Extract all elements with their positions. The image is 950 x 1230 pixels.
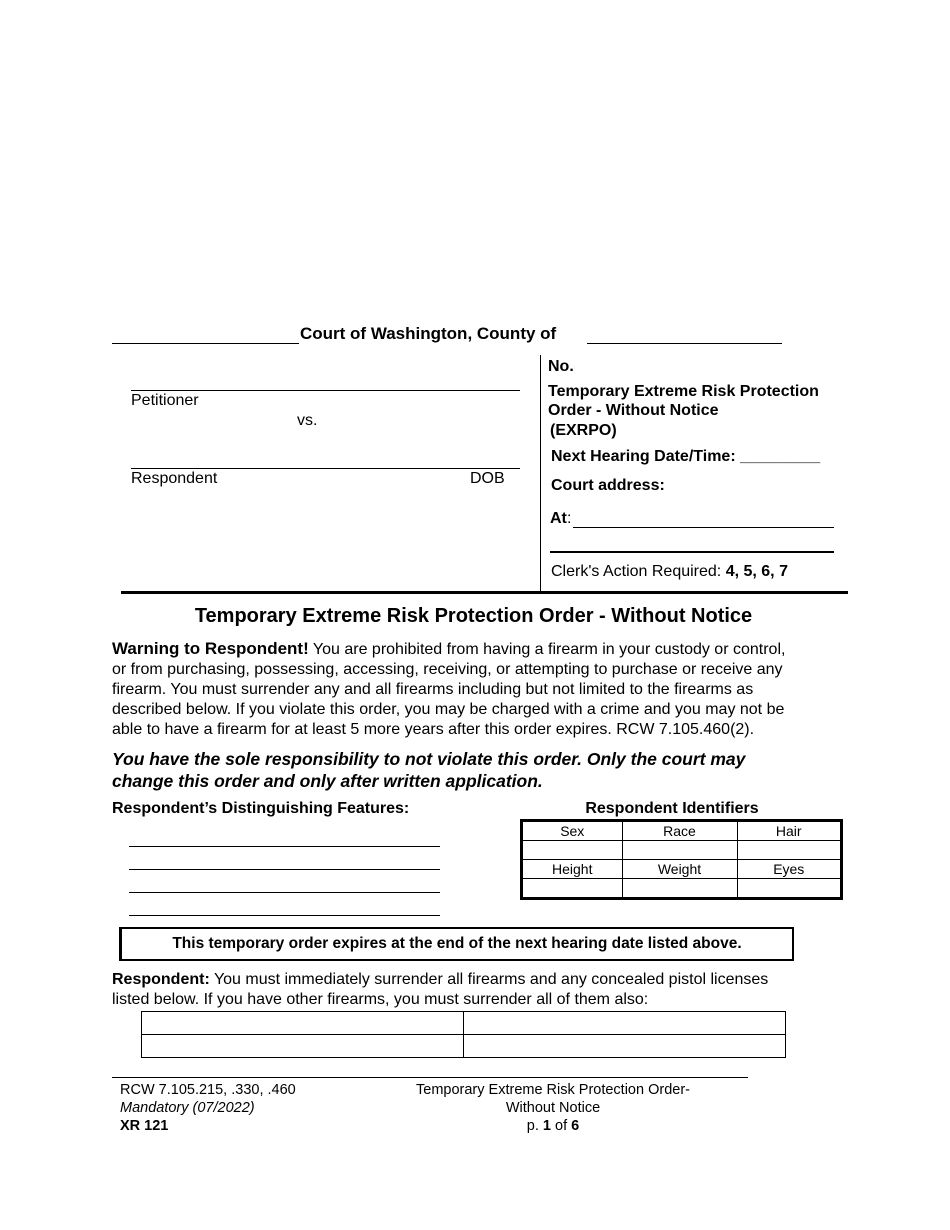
order-abbr: (EXRPO) — [550, 422, 617, 439]
clerk-action-label: Clerk's Action Required: — [551, 563, 722, 580]
features-line-4[interactable] — [129, 915, 440, 916]
court-of-label: Court of Washington, County of — [300, 324, 557, 343]
vs-label: vs. — [297, 412, 318, 429]
eyes-value[interactable] — [737, 879, 840, 898]
warning-line-4: described below. If you violate this order, you may be charged with a crime and you may not be — [112, 701, 785, 718]
firearms-row — [142, 1035, 786, 1058]
features-line-2[interactable] — [129, 869, 440, 870]
footer-form-number: XR 121 — [120, 1118, 169, 1134]
race-value[interactable] — [622, 841, 737, 860]
footer-title-line-1: Temporary Extreme Risk Protection Order- — [416, 1082, 690, 1098]
at-colon: : — [567, 510, 572, 527]
surrender-lead: Respondent: — [112, 971, 210, 988]
petitioner-label: Petitioner — [131, 392, 199, 409]
main-title: Temporary Extreme Risk Protection Order - Without Notice — [194, 605, 753, 627]
features-label: Respondent’s Distinguishing Features: — [112, 800, 410, 817]
caption-bottom-rule — [121, 591, 848, 594]
clerk-action — [551, 563, 788, 581]
surrender-line-2: listed below. If you have other firearms, you must surrender all of them also: — [112, 991, 649, 1008]
sole-responsibility-line-2: change this order and only after written application. — [112, 771, 543, 791]
features-line-1[interactable] — [129, 846, 440, 847]
warning-line-2: or from purchasing, possessing, accessing, receiving, or attempting to purchase or receive any — [112, 661, 783, 678]
height-value[interactable] — [523, 879, 622, 898]
order-title-line2: Order - Without Notice — [548, 402, 719, 419]
caption-divider — [540, 355, 541, 591]
hair-value[interactable] — [737, 841, 840, 860]
warning-lead: Warning to Respondent! — [112, 639, 309, 658]
dob-label: DOB — [470, 470, 505, 487]
firearm-cell[interactable] — [463, 1035, 786, 1058]
sole-responsibility-line-1: You have the sole responsibility to not violate this order. Only the court may — [112, 749, 746, 769]
expiry-notice-box — [119, 927, 794, 961]
identifiers-title: Respondent Identifiers — [585, 800, 759, 817]
eyes-header: Eyes — [737, 860, 840, 879]
court-address-label: Court address: — [551, 477, 665, 494]
weight-value[interactable] — [622, 879, 737, 898]
race-header: Race — [622, 822, 737, 841]
identifiers-header-row-2 — [523, 860, 840, 879]
weight-header: Weight — [622, 860, 737, 879]
sex-value[interactable] — [523, 841, 622, 860]
respondent-line[interactable] — [131, 468, 520, 469]
case-number-label: No. — [548, 358, 574, 375]
footer-center — [353, 1081, 753, 1135]
height-header: Height — [523, 860, 622, 879]
order-title-line1: Temporary Extreme Risk Protection — [548, 383, 819, 400]
footer-page-total: 6 — [571, 1118, 580, 1134]
identifiers-table — [523, 822, 840, 897]
next-hearing-label: Next Hearing Date/Time: _________ — [551, 448, 821, 465]
footer-left — [120, 1081, 296, 1135]
footer-title-line-2: Without Notice — [505, 1100, 601, 1116]
footer-mandatory: Mandatory (07/2022) — [120, 1100, 255, 1116]
firearm-cell[interactable] — [142, 1012, 464, 1035]
surrender-line-1: Respondent: You must immediately surrender all firearms and any concealed pistol licenses — [112, 971, 769, 988]
firearm-cell[interactable] — [142, 1035, 464, 1058]
clerk-action-value: 4, 5, 6, 7 — [725, 563, 788, 580]
at-address-line[interactable] — [573, 527, 834, 528]
expiry-notice-text: This temporary order expires at the end of the next hearing date listed above. — [172, 935, 742, 952]
identifiers-table-frame — [520, 819, 843, 900]
court-blank-line[interactable] — [112, 343, 299, 344]
warning-paragraph — [112, 639, 785, 740]
hair-header: Hair — [737, 822, 840, 841]
at-label: At — [550, 510, 567, 527]
surrender-paragraph — [112, 970, 768, 1010]
firearm-cell[interactable] — [463, 1012, 786, 1035]
identifiers-header-row-1 — [523, 822, 840, 841]
footer-rcw: RCW 7.105.215, .330, .460 — [120, 1082, 296, 1098]
warning-line-1: Warning to Respondent! You are prohibited from having a firearm in your custody or control, — [112, 639, 786, 658]
sole-responsibility — [112, 748, 745, 792]
firearms-table — [141, 1011, 786, 1058]
petitioner-line[interactable] — [131, 390, 520, 391]
identifiers-value-row-1 — [523, 841, 840, 860]
warning-line-5: able to have a firearm for at least 5 more years after this order expires. RCW 7.105.460(2). — [112, 721, 755, 738]
warning-line-3: firearm. You must surrender any and all firearms including but not limited to the firearms as — [112, 681, 754, 698]
features-line-3[interactable] — [129, 892, 440, 893]
footer-page-number: 1 — [542, 1118, 551, 1134]
firearms-row — [142, 1012, 786, 1035]
footer-rule — [112, 1077, 748, 1078]
identifiers-value-row-2 — [523, 879, 840, 898]
county-blank-line[interactable] — [587, 343, 782, 344]
respondent-label: Respondent — [131, 470, 218, 487]
sex-header: Sex — [523, 822, 622, 841]
address-line-2[interactable] — [550, 551, 834, 553]
footer-page: p. 1 of 6 — [526, 1118, 580, 1134]
